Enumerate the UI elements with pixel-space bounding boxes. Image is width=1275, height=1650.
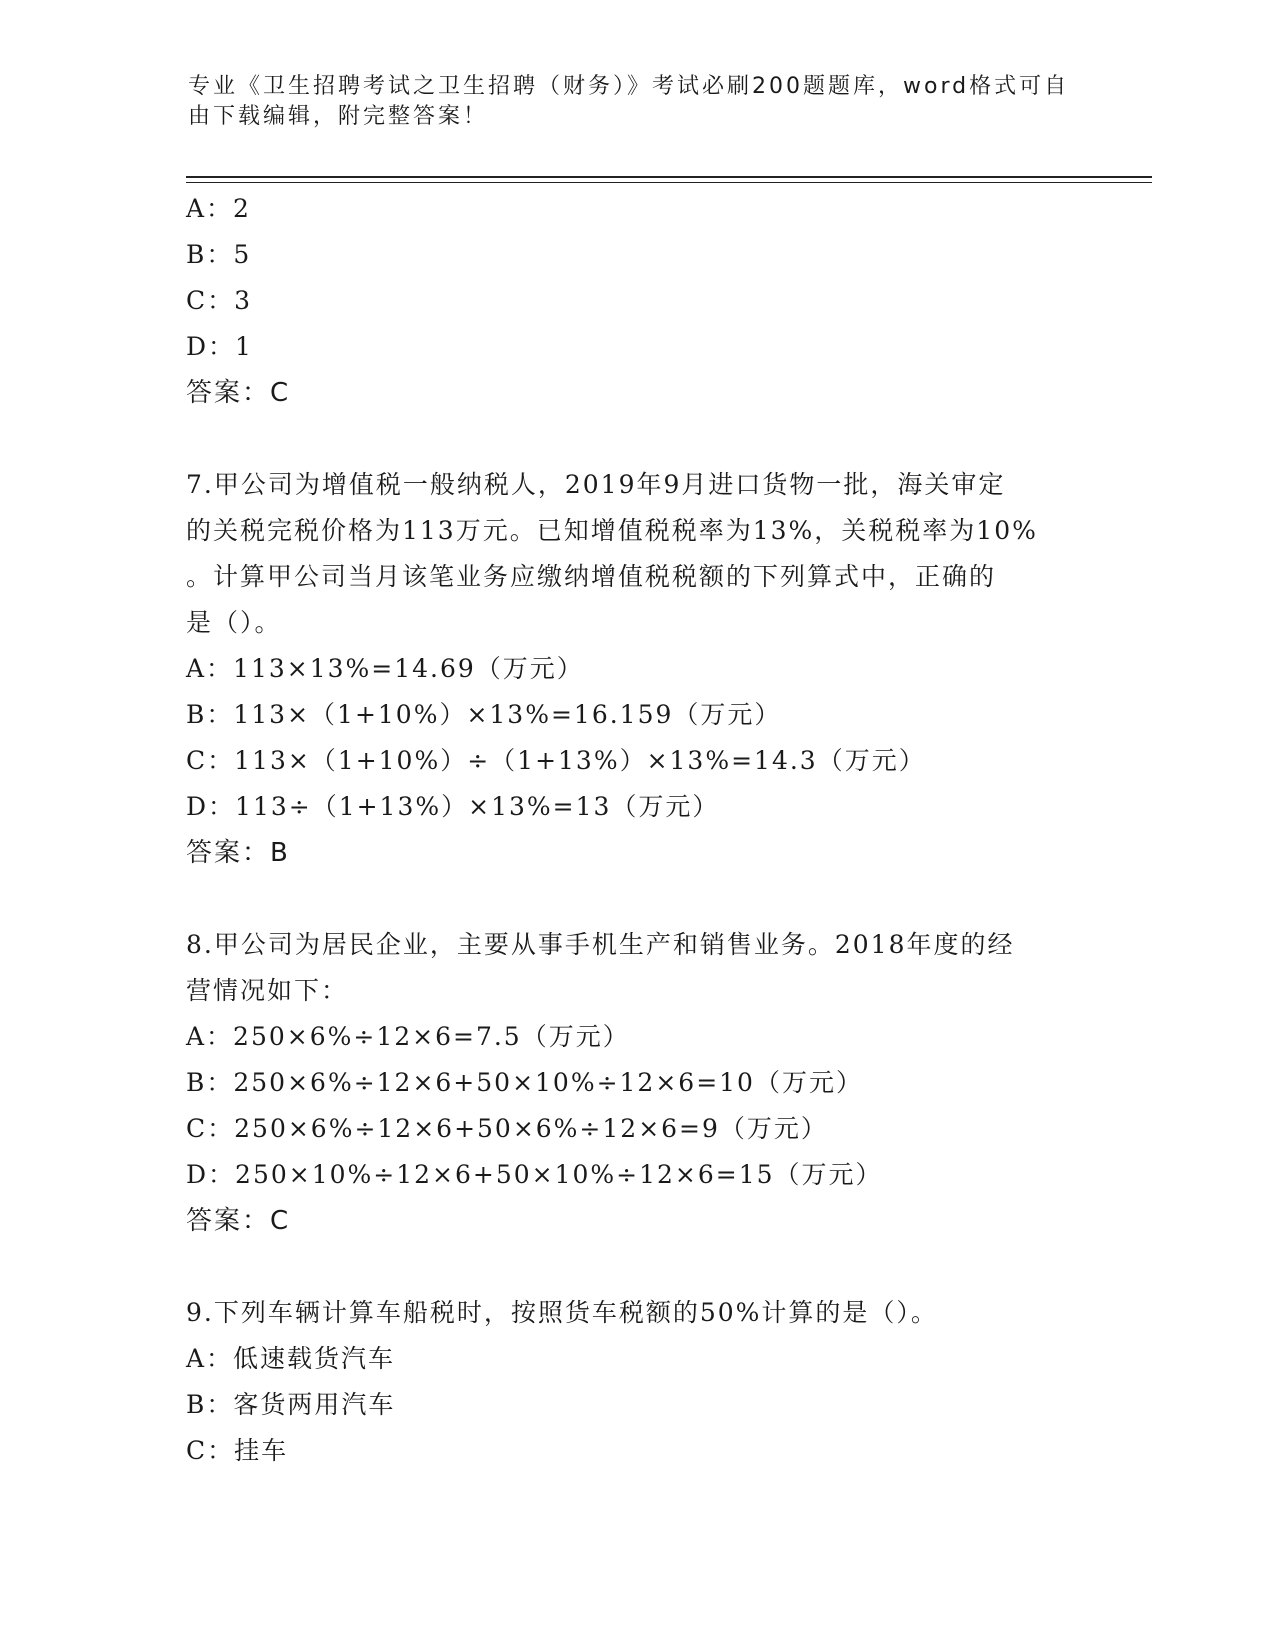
q8-stem-line-1: 8.甲公司为居民企业，主要从事手机生产和销售业务。2018年度的经: [186, 930, 1015, 959]
q7-stem-line-3: 。计算甲公司当月该笔业务应缴纳增值税税额的下列算式中，正确的: [186, 562, 997, 591]
spacer: [186, 876, 1086, 922]
q6-option-a: A：2: [186, 194, 251, 223]
q8-option-a: A：250×6%÷12×6=7.5（万元）: [186, 1022, 630, 1051]
question-8: [186, 922, 1086, 1244]
q9-option-a: A：低速载货汽车: [186, 1344, 396, 1373]
q7-stem-line-1: 7.甲公司为增值税一般纳税人，2019年9月进口货物一批，海关审定: [186, 470, 1006, 499]
q6-answer: 答案：C: [186, 378, 291, 408]
q7-option-c: C：113×（1+10%）÷（1+13%）×13%=14.3（万元）: [186, 746, 926, 775]
q7-option-d: D：113÷（1+13%）×13%=13（万元）: [186, 792, 720, 821]
q8-answer: 答案：C: [186, 1206, 291, 1236]
q8-stem-line-2: 营情况如下：: [186, 976, 349, 1005]
q9-option-b: B：客货两用汽车: [186, 1390, 396, 1419]
spacer: [186, 1244, 1086, 1290]
spacer: [186, 416, 1086, 462]
q7-answer: 答案：B: [186, 838, 290, 868]
question-9: [186, 1290, 1086, 1474]
q6-option-b: B：5: [186, 240, 252, 269]
q8-option-d: D：250×10%÷12×6+50×10%÷12×6=15（万元）: [186, 1160, 883, 1189]
question-list: [186, 186, 1086, 1474]
q7-option-a: A：113×13%=14.69（万元）: [186, 654, 584, 683]
question-6: [186, 186, 1086, 416]
header-line-2: 由下载编辑，附完整答案！: [188, 104, 489, 129]
q9-option-c: C：挂车: [186, 1436, 289, 1465]
document-header: [188, 72, 1088, 132]
q7-stem-line-2: 的关税完税价格为113万元。已知增值税税率为13%，关税税率为10%: [186, 516, 1038, 545]
q8-option-b: B：250×6%÷12×6+50×10%÷12×6=10（万元）: [186, 1068, 863, 1097]
q7-option-b: B：113×（1+10%）×13%=16.159（万元）: [186, 700, 782, 729]
header-divider-thick: [186, 176, 1152, 178]
q6-option-d: D：1: [186, 332, 253, 361]
question-7: [186, 462, 1086, 876]
header-divider-thin: [186, 182, 1152, 183]
q9-stem-line-1: 9.下列车辆计算车船税时，按照货车税额的50%计算的是（）。: [186, 1298, 938, 1327]
q6-option-c: C：3: [186, 286, 253, 315]
q7-stem-line-4: 是（）。: [186, 608, 282, 637]
header-line-1: 专业《卫生招聘考试之卫生招聘（财务）》考试必刷200题题库，word格式可自: [188, 74, 1070, 99]
q8-option-c: C：250×6%÷12×6+50×6%÷12×6=9（万元）: [186, 1114, 828, 1143]
